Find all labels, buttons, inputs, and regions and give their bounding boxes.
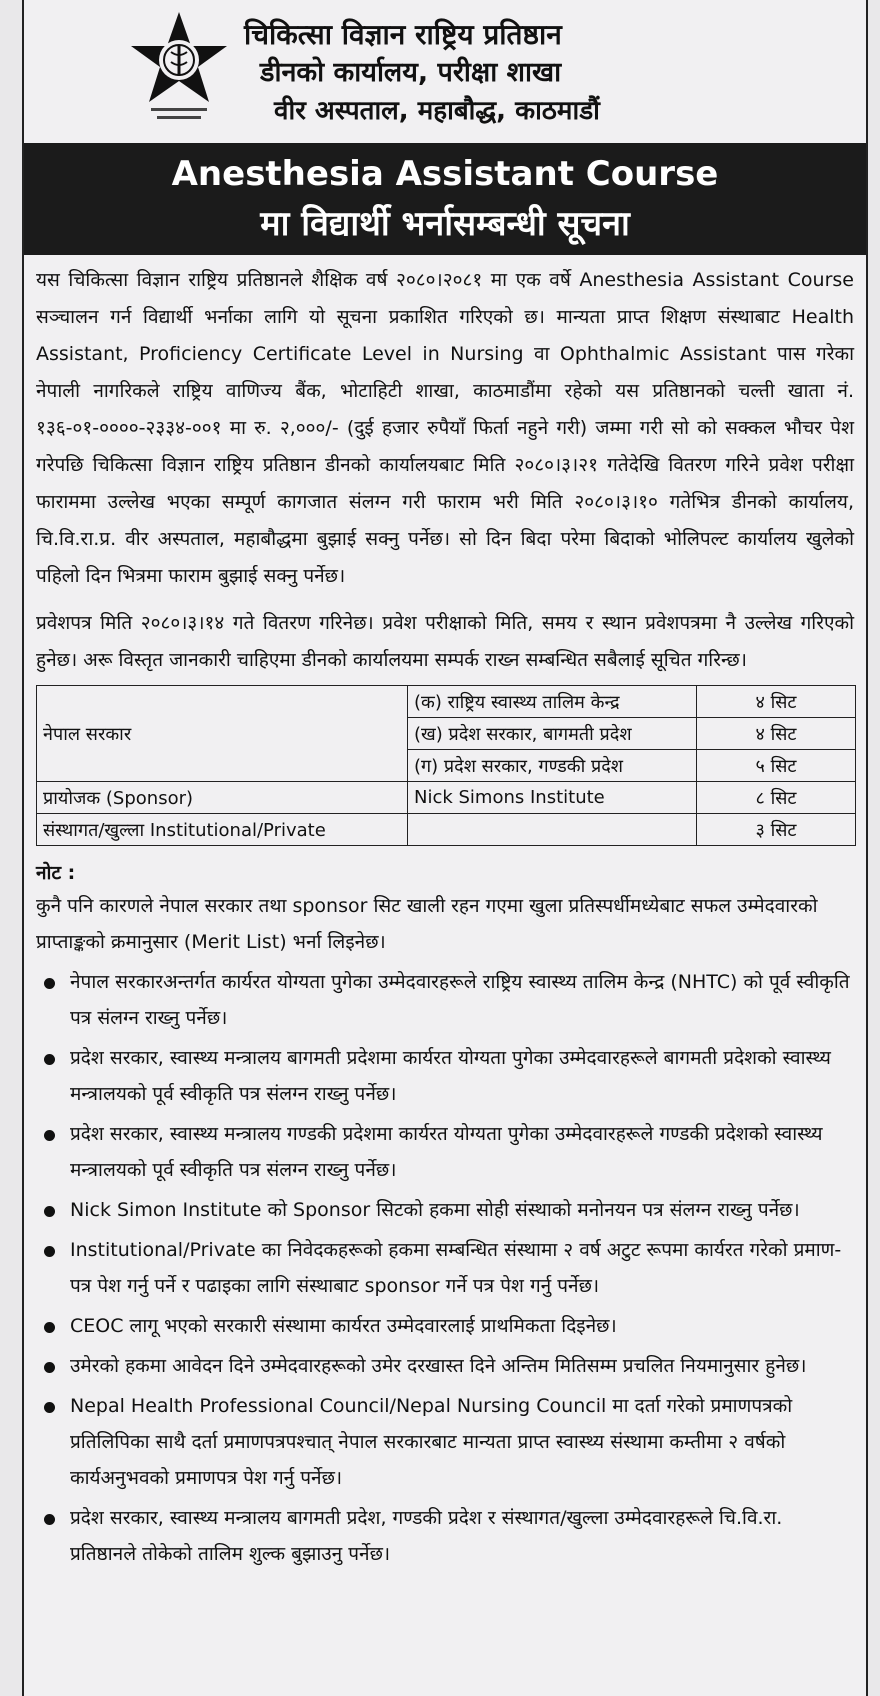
bullet-icon (44, 1246, 55, 1257)
bullet-icon (44, 1362, 55, 1373)
seat-category: (ख) प्रदेश सरकार, बागमती प्रदेश (408, 718, 697, 750)
bullet-icon (44, 1514, 55, 1525)
private-label: संस्थागत/खुल्ला Institutional/Private (37, 814, 408, 846)
bullet-icon (44, 1206, 55, 1217)
list-item: Nepal Health Professional Council/Nepal Nursing Council मा दर्ता गरेको प्रमाणपत्रको प्रतिलिपिका साथै दर्ता प्रमाणपत्रपश्चात् नेपाल सरकारबाट मान्यता प्राप्त स्वास्थ्य संस्थामा कम्तीमा २ वर्षको कार्यअनुभवको प्रमाणपत्र पेश गर्नु पर्नेछ। (36, 1388, 854, 1496)
institute-name: चिकित्सा विज्ञान राष्ट्रिय प्रतिष्ठान (244, 18, 562, 51)
private-name (408, 814, 697, 846)
bullet-icon (44, 1054, 55, 1065)
list-item: उमेरको हकमा आवेदन दिने उम्मेदवारहरूको उमेर दरखास्त दिने अन्तिम मितिसम्म प्रचलित नियमानुसार हुनेछ। (36, 1348, 854, 1384)
notice-title: मा विद्यार्थी भर्नासम्बन्धी सूचना (260, 204, 630, 244)
list-item: CEOC लागू भएको सरकारी संस्थामा कार्यरत उम्मेदवारलाई प्राथमिकता दिइनेछ। (36, 1308, 854, 1344)
note-list (36, 964, 854, 1572)
notice-page (22, 0, 868, 1696)
bullet-icon (44, 1130, 55, 1141)
list-item: प्रदेश सरकार, स्वास्थ्य मन्त्रालय बागमती प्रदेशमा कार्यरत योग्यता पुगेका उम्मेदवारहरूले बागमती प्रदेशको स्वास्थ्य मन्त्रालयको पूर्व स्वीकृति पत्र संलग्न राख्नु पर्नेछ। (36, 1040, 854, 1112)
table-row (37, 686, 856, 718)
admit-card-paragraph: प्रवेशपत्र मिति २०८०।३।१४ गते वितरण गरिनेछ। प्रवेश परीक्षाको मिति, समय र स्थान प्रवेशपत्रमा नै उल्लेख गरिएको हुनेछ। अरू विस्तृत जानकारी चाहिएमा डीनको कार्यालयमा सम्पर्क राख्न सम्बन्धित सबैलाई सूचित गरिन्छ। (36, 612, 854, 671)
office-address: वीर अस्पताल, महाबौद्ध, काठमाडौं (274, 96, 600, 126)
bullet-icon (44, 1402, 55, 1413)
seat-table (36, 685, 856, 846)
intro-paragraph: यस चिकित्सा विज्ञान राष्ट्रिय प्रतिष्ठानले शैक्षिक वर्ष २०८०।२०८१ मा एक वर्षे Anesthesia Assistant Course सञ्चालन गर्न विद्यार्थी भर्नाका लागि यो सूचना प्रकाशित गरिएको छ। मान्यता प्राप्त शिक्षण संस्थाबाट Health Assistant, Proficiency Certificate Level in Nursing वा Ophthalmic Assistant पास गरेका नेपाली नागरिकले राष्ट्रिय वाणिज्य बैंक, भोटाहिटी शाखा, काठमाडौंमा रहेको यस प्रतिष्ठानको चल्ती खाता नं. १३६-०१-००००-२३३४-००१ मा रु. २,०००/- (दुई हजार रुपैयाँ फिर्ता नहुने गरी) जम्मा गरी सो को सक्कल भौचर पेश गरेपछि चिकित्सा विज्ञान राष्ट्रिय प्रतिष्ठान डीनको कार्यालयबाट मिति २०८०।३।२१ गतेदेखि वितरण गरिने प्रवेश परीक्षा फाराममा उल्लेख भएका सम्पूर्ण कागजात संलग्न गरी फाराम भरी मिति २०८०।३।१० गतेभित्र डीनको कार्यालय, चि.वि.रा.प्र. वीर अस्पताल, महाबौद्धमा बुझाई सक्नु पर्नेछ। सो दिन बिदा परेमा बिदाको भोलिपल्ट कार्यालय खुलेको पहिलो दिन भित्रमा फाराम बुझाई सक्नु पर्नेछ। (36, 269, 854, 587)
seat-count: ४ सिट (697, 718, 856, 750)
office-name: डीनको कार्यालय, परीक्षा शाखा (260, 57, 562, 88)
bullet-icon (44, 1322, 55, 1333)
list-item: नेपाल सरकारअन्तर्गत कार्यरत योग्यता पुगेका उम्मेदवारहरूले राष्ट्रिय स्वास्थ्य तालिम केन्द्र (NHTC) को पूर्व स्वीकृति पत्र संलग्न राख्नु पर्नेछ। (36, 964, 854, 1036)
course-title: Anesthesia Assistant Course (171, 154, 719, 194)
nepal-gov-label: नेपाल सरकार (37, 686, 408, 782)
list-item: Institutional/Private का निवेदकहरूको हकमा सम्बन्धित संस्थामा २ वर्ष अटुट रूपमा कार्यरत गरेको प्रमाण-पत्र पेश गर्नु पर्ने र पढाइका लागि संस्थाबाट sponsor गर्ने पत्र पेश गर्नु पर्नेछ। (36, 1232, 854, 1304)
title-banner (24, 143, 866, 255)
seat-count: ८ सिट (697, 782, 856, 814)
sponsor-label: प्रायोजक (Sponsor) (37, 782, 408, 814)
seat-count: ३ सिट (697, 814, 856, 846)
header-text (244, 16, 724, 130)
sponsor-name: Nick Simons Institute (408, 782, 697, 814)
seat-category: (क) राष्ट्रिय स्वास्थ्य तालिम केन्द्र (408, 686, 697, 718)
header (24, 0, 866, 140)
table-row (37, 814, 856, 846)
seat-count: ४ सिट (697, 686, 856, 718)
table-row (37, 782, 856, 814)
institute-logo-icon (129, 10, 229, 130)
note-text: कुनै पनि कारणले नेपाल सरकार तथा sponsor सिट खाली रहन गएमा खुला प्रतिस्पर्धीमध्येबाट सफल उम्मेदवारको प्राप्ताङ्कको क्रमानुसार (Merit List) भर्ना लिइनेछ। (36, 895, 818, 953)
bullet-icon (44, 978, 55, 989)
notice-body (36, 262, 854, 1576)
list-item: प्रदेश सरकार, स्वास्थ्य मन्त्रालय गण्डकी प्रदेशमा कार्यरत योग्यता पुगेका उम्मेदवारहरूले गण्डकी प्रदेशको स्वास्थ्य मन्त्रालयको पूर्व स्वीकृति पत्र संलग्न राख्नु पर्नेछ। (36, 1116, 854, 1188)
list-item: Nick Simon Institute को Sponsor सिटको हकमा सोही संस्थाको मनोनयन पत्र संलग्न राख्नु पर्नेछ। (36, 1192, 854, 1228)
note-label: नोट : (36, 862, 76, 884)
list-item: प्रदेश सरकार, स्वास्थ्य मन्त्रालय बागमती प्रदेश, गण्डकी प्रदेश र संस्थागत/खुल्ला उम्मेदवारहरूले चि.वि.रा. प्रतिष्ठानले तोकेको तालिम शुल्क बुझाउनु पर्नेछ। (36, 1500, 854, 1572)
seat-count: ५ सिट (697, 750, 856, 782)
seat-category: (ग) प्रदेश सरकार, गण्डकी प्रदेश (408, 750, 697, 782)
